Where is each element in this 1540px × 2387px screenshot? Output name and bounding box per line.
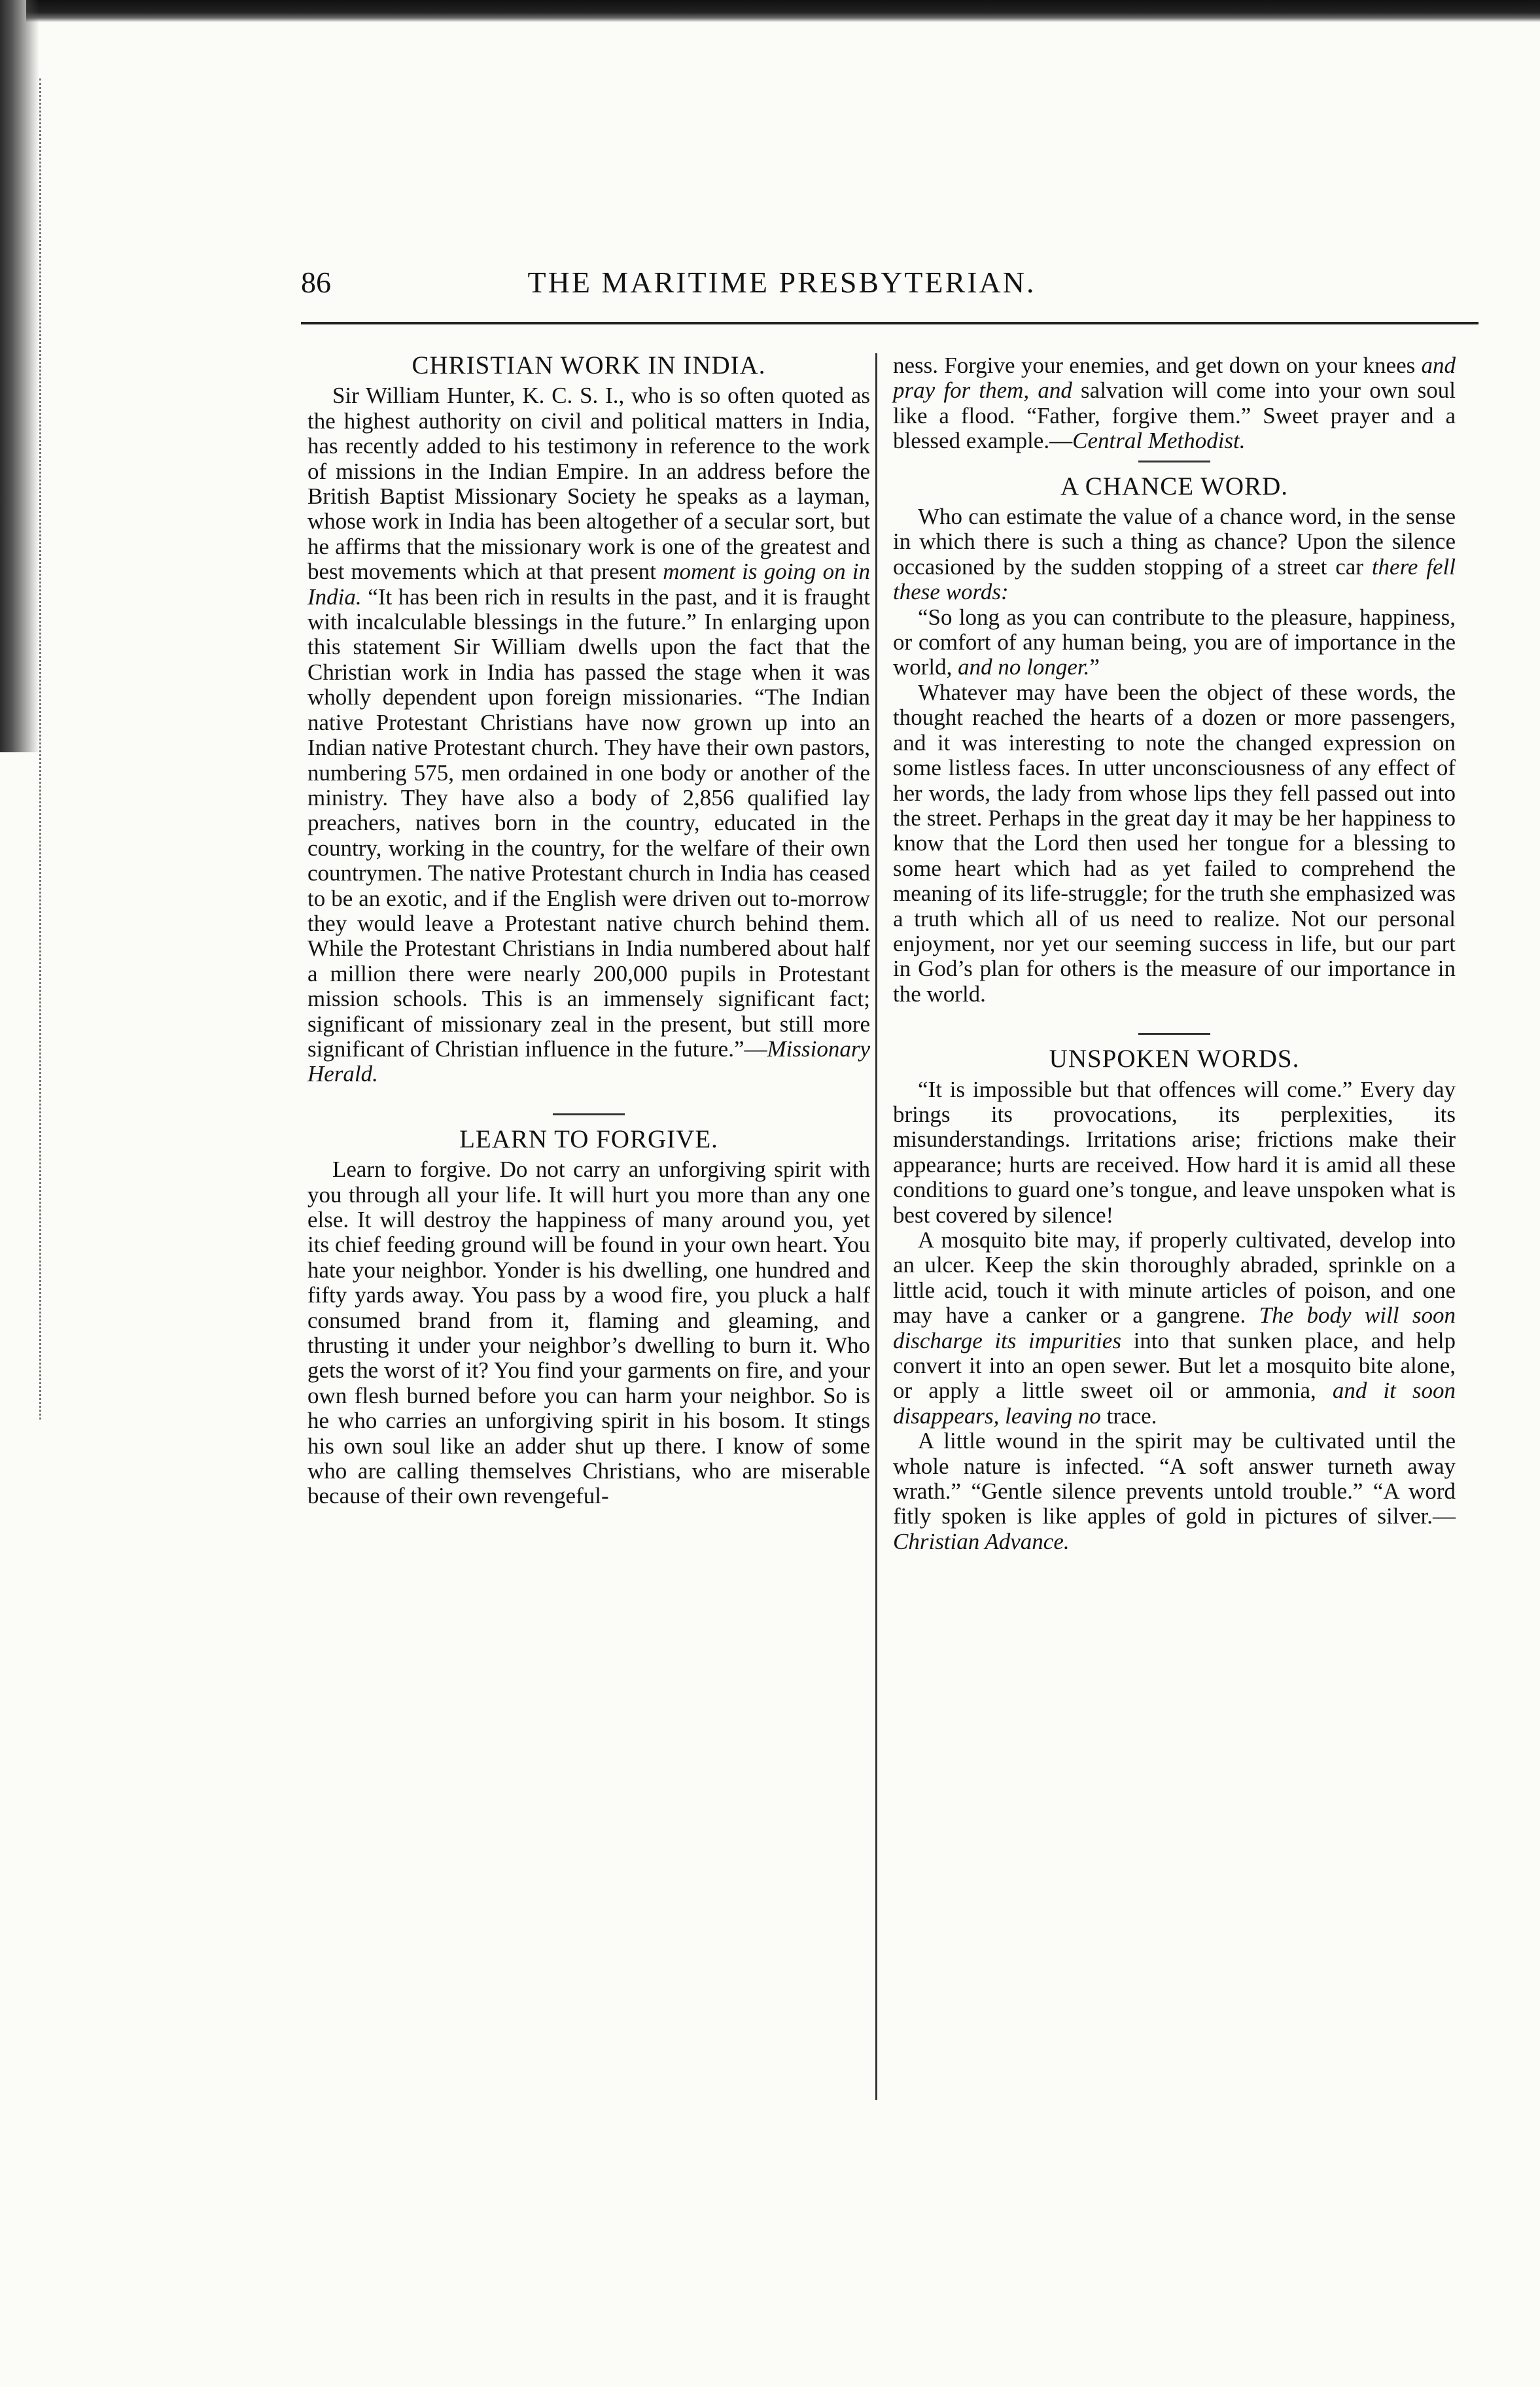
- article-source: Central Methodist.: [1072, 428, 1246, 454]
- article-title: A CHANCE WORD.: [1060, 472, 1289, 500]
- article-christian-work-in-india: [307, 353, 870, 1087]
- emphasis-text: and no longer.: [958, 654, 1090, 680]
- body-text: “So long as you can contribute to the pleasure, happiness, or comfort of any human being, you are of importance in the world,: [893, 604, 1456, 680]
- body-text: A mosquito bite may, if properly cultivated, develop into an ulcer. Keep the skin thoroughly abraded, sprinkle on a little acid, touch it with minute articles of poison, and one may have a canker or a gangrene.: [893, 1227, 1456, 1329]
- emphasis-text: there fell these words:: [893, 553, 1456, 605]
- scan-left-edge: [0, 0, 39, 752]
- article-unspoken-words: [893, 1047, 1456, 1554]
- article-title: UNSPOKEN WORDS.: [1049, 1045, 1300, 1073]
- body-text: ”: [1089, 654, 1100, 680]
- emphasis-text: The body will soon discharge its impurities: [893, 1302, 1456, 1353]
- header-rule: [301, 322, 1479, 324]
- article-paragraph: “It is impossible but that offences will come.” Every day brings its provocations, its perplexities, its misunderstandings. Irritations arise; frictions make their appearance; hurts are received. How hard it is amid all these conditions to guard one’s tongue, and leave unspoken what is best covered by silence!: [893, 1076, 1456, 1228]
- article-source: Christian Advance.: [893, 1528, 1070, 1554]
- left-column: [307, 353, 870, 1509]
- article-paragraph: [893, 605, 1456, 680]
- section-divider: [1138, 461, 1210, 462]
- journal-title: THE MARITIME PRESBYTERIAN.: [527, 266, 1036, 299]
- article-paragraph: Learn to forgive. Do not carry an unforgiving spirit with you through all your life. It will hurt you more than any one else. It will destroy the happiness of many around you, yet its chief feeding ground will be found in your own heart. You hate your neighbor. Yonder is his dwelling, one hundred and fifty yards away. You pass by a wood fire, you pluck a half consumed brand from it, flaming and gleaming, and thrusting it under your neighbor’s dwelling to burn it. Who gets the worst of it? You find your garments on fire, and your own flesh burned before you can harm your neighbor. So is he who carries an unforgiving spirit in his bosom. It stings his own soul like an adder shut up there. I know of some who are calling themselves Christians, who are miserable because of their own revengeful-: [307, 1157, 870, 1509]
- continued-paragraph: [893, 353, 1456, 454]
- article-paragraph: [893, 1228, 1456, 1429]
- body-text: Who can estimate the value of a chance word, in the sense in which there is such a thing as chance? Upon the silence occasioned by the sudden stopping of a street car: [893, 504, 1456, 580]
- section-divider: [553, 1113, 625, 1115]
- article-a-chance-word: [893, 474, 1456, 1007]
- emphasis-text: and pray for them, and: [893, 353, 1456, 404]
- article-source: Missionary Herald.: [307, 1036, 870, 1087]
- body-text: A little wound in the spirit may be cultivated until the whole nature is infected. “A soft answer turneth away wrath.” “Gentle silence prevents untold trouble.” “A word fitly spoken is like apples of gold in pictures of silver.—: [893, 1428, 1456, 1529]
- body-text: Sir William Hunter, K. C. S. I., who is so often quoted as the highest authority on civil and political matters in India, has recently added to his testimony in reference to the work of missions in the Indian Empire. In an address before the British Baptist Missionary Society he speaks as a layman, whose work in India has been altogether of a secular sort, but he affirms that the missionary work is one of the greatest and best movements which at that present: [307, 383, 870, 585]
- page-header: [301, 265, 1178, 304]
- emphasis-text: moment is going on in India.: [307, 559, 871, 610]
- page-number: 86: [301, 266, 331, 299]
- right-column: [893, 353, 1456, 1554]
- body-text: trace.: [1106, 1403, 1157, 1429]
- article-title: CHRISTIAN WORK IN INDIA.: [411, 351, 766, 379]
- body-text: salvation will come into your own soul like a flood. “Father, forgive them.” Sweet prayer and a blessed example.—: [893, 377, 1456, 454]
- article-paragraph: [893, 1429, 1456, 1554]
- article-paragraph: Whatever may have been the object of these words, the thought reached the hearts of a dozen or more passengers, and it was interesting to note the changed expression on some listless faces. In utter unconsciousness of any effect of her words, the lady from whose lips they fell passed out into the street. Perhaps in the great day it may be her happiness to know that the Lord then used her tongue for a blessing to some heart which had as yet failed to comprehend the meaning of its life-struggle; for the truth she emphasized was a truth which all of us need to realize. Not our personal enjoyment, nor yet our seeming success in life, but our part in God’s plan for others is the measure of our importance in the world.: [893, 679, 1456, 1007]
- article-paragraph: [307, 383, 870, 1087]
- body-text: into that sunken place, and help convert it into an open sewer. But let a mosquito bite alone, or apply a little sweet oil or ammonia,: [893, 1327, 1456, 1404]
- article-paragraph: [893, 504, 1456, 605]
- column-divider: [875, 353, 877, 2100]
- section-divider: [1138, 1033, 1210, 1035]
- scan-top-edge: [26, 0, 1540, 22]
- body-text: ness. Forgive your enemies, and get down on your knees: [893, 353, 1416, 378]
- article-learn-to-forgive: [307, 1124, 870, 1509]
- emphasis-text: and it soon disappears, leaving no: [893, 1378, 1456, 1429]
- article-title: LEARN TO FORGIVE.: [459, 1124, 718, 1153]
- scan-left-margin-marks: [39, 78, 54, 1420]
- body-text: “It has been rich in results in the past, and it is fraught with incalculable blessings in the future.” In enlarging upon this statement Sir William dwells upon the fact that the Christian work in India has passed the stage when it was wholly dependent upon foreign missionaries. “The Indian native Protestant Christians have now grown up into an Indian native Protestant church. They have their own pastors, numbering 575, men ordained in one body or another of the ministry. They have also a body of 2,856 qualified lay preachers, natives born in the country, educated in the country, working in the country, for the welfare of their own countrymen. The native Protestant church in India has ceased to be an exotic, and if the English were driven out to-morrow they would leave a Protestant native church behind them. While the Protestant Christians in India numbered about half a million there were nearly 200,000 pupils in Protestant mission schools. This is an immensely significant fact; significant of missionary zeal in the present, but still more significant of Christian influence in the future.”—: [307, 584, 871, 1062]
